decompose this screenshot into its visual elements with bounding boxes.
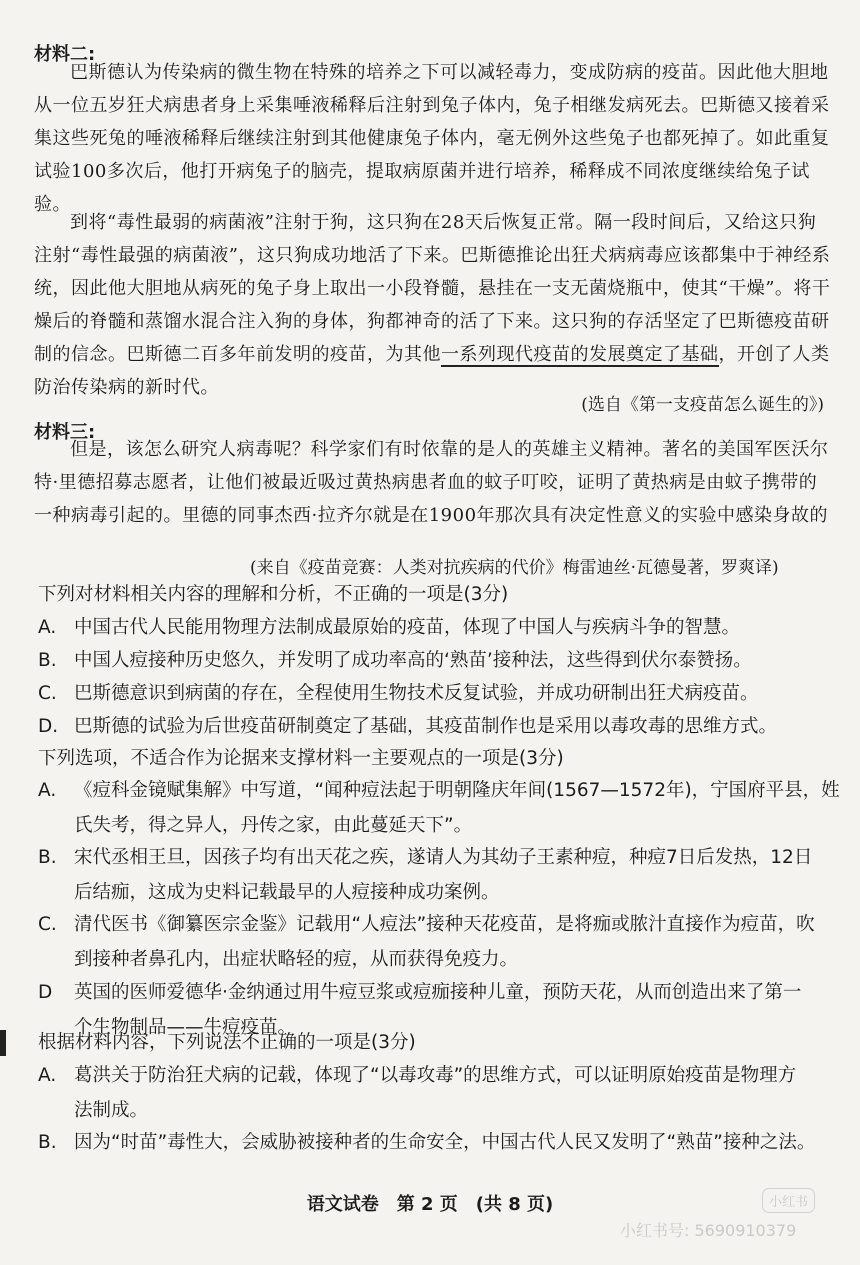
material2-paragraph-2: 到将“毒性最弱的病菌液”注射于狗，这只狗在28天后恢复正常。隔一段时间后，又给这只狗注射“毒性最强的病菌液”，这只狗成功地活了下来。巴斯德推论出狂犬病病毒应该都集中于神经系统，因此他大胆地从病死的兔子身上取出一小段脊髓，悬挂在一支无菌烧瓶中，使其“干燥”。将干燥后的脊髓和蒸馏水混合注入狗的身体，狗都神奇的活了下来。这只狗的存活坚定了巴斯德疫苗研制的信念。巴斯德二百多年前发明的疫苗，为其他一系列现代疫苗的发展奠定了基础，开创了人类防治传染病的新时代。: [34, 212, 831, 398]
question-1-stem: 下列对材料相关内容的理解和分析，不正确的一项是(3分): [38, 584, 509, 605]
q1-option-d: D. 巴斯德的试验为后世疫苗研制奠定了基础，其疫苗制作也是采用以毒攻毒的思维方式。: [38, 716, 778, 737]
q1-option-c: C. 巴斯德意识到病菌的存在，全程使用生物技术反复试验，并成功研制出狂犬病疫苗。: [38, 683, 759, 704]
q3-option-b: B. 因为“时苗”毒性大，会威胁被接种者的生命安全，中国古代人民又发明了“熟苗”接种之法。: [38, 1132, 816, 1153]
watermark-logo: 小红书: [762, 1188, 815, 1213]
watermark-id: 小红书号: 5690910379: [620, 1221, 797, 1240]
material2-source: (选自《第一支疫苗怎么诞生的》): [581, 395, 824, 415]
margin-mark: [0, 1030, 6, 1056]
underlined-phrase: 一系列现代疫苗的发展奠定了基础: [441, 344, 719, 365]
question-2-stem: 下列选项，不适合作为论据来支撑材料一主要观点的一项是(3分): [38, 748, 564, 769]
q1-option-a: A. 中国古代人民能用物理方法制成最原始的疫苗，体现了中国人与疾病斗争的智慧。: [38, 617, 741, 638]
q3-option-a: A. 葛洪关于防治狂犬病的记载，体现了“以毒攻毒”的思维方式，可以证明原始疫苗是物理方 法制成。: [38, 1065, 797, 1121]
material3-heading: 材料三:: [34, 422, 96, 443]
q2-option-a: A. 《痘科金镜赋集解》中写道，“闻种痘法起于明朝隆庆年间(1567—1572年)，宁国府平县，姓 氏失考，得之异人，丹传之家，由此蔓延天下”。: [38, 780, 840, 836]
q2-option-c: C. 清代医书《御纂医宗金鉴》记载用“人痘法”接种天花疫苗，是将痂或脓汁直接作为痘苗，吹 到接种者鼻孔内，出症状略轻的痘，从而获得免疫力。: [38, 914, 815, 970]
material3-paragraph: 但是，该怎么研究人病毒呢？科学家们有时依靠的是人的英雄主义精神。著名的美国军医沃尔特·里德招募志愿者，让他们被最近吸过黄热病患者血的蚊子叮咬，证明了黄热病是由蚊子携带的一种病毒引起的。里德的同事杰西·拉齐尔就是在1900年那次具有决定性意义的实验中感染身故的: [34, 439, 829, 526]
q2-option-d: D 英国的医师爱德华·金纳通过用牛痘豆浆或痘痂接种儿童，预防天花，从而创造出来了第一 个生物制品——牛痘疫苗。: [38, 982, 802, 1038]
material3-source: (来自《疫苗竞赛：人类对抗疾病的代价》梅雷迪丝·瓦德曼著，罗爽译): [250, 558, 779, 578]
question-3-stem: 根据材料内容，下列说法不正确的一项是(3分): [38, 1032, 416, 1053]
q2-option-b: B. 宋代丞相王旦，因孩子均有出天花之疾，遂请人为其幼子王素种痘，种痘7日后发热，12日 后结痂，这成为史料记载最早的人痘接种成功案例。: [38, 847, 813, 903]
material2-heading: 材料二:: [34, 44, 96, 65]
page-footer: 语文试卷 第 2 页 (共 8 页): [306, 1194, 554, 1215]
q1-option-b: B. 中国人痘接种历史悠久，并发明了成功率高的‘熟苗’接种法，这些得到伏尔泰赞扬。: [38, 650, 752, 671]
material2-paragraph-1: 巴斯德认为传染病的微生物在特殊的培养之下可以减轻毒力，变成防病的疫苗。因此他大胆地从一位五岁狂犬病患者身上采集唾液稀释后注射到兔子体内，兔子相继发病死去。巴斯德又接着采集这些死兔的唾液稀释后继续注射到其他健康兔子体内，毫无例外这些兔子也都死掉了。如此重复试验100多次后，他打开病兔子的脑壳，提取病原菌并进行培养，稀释成不同浓度继续给兔子试验。: [34, 62, 830, 215]
